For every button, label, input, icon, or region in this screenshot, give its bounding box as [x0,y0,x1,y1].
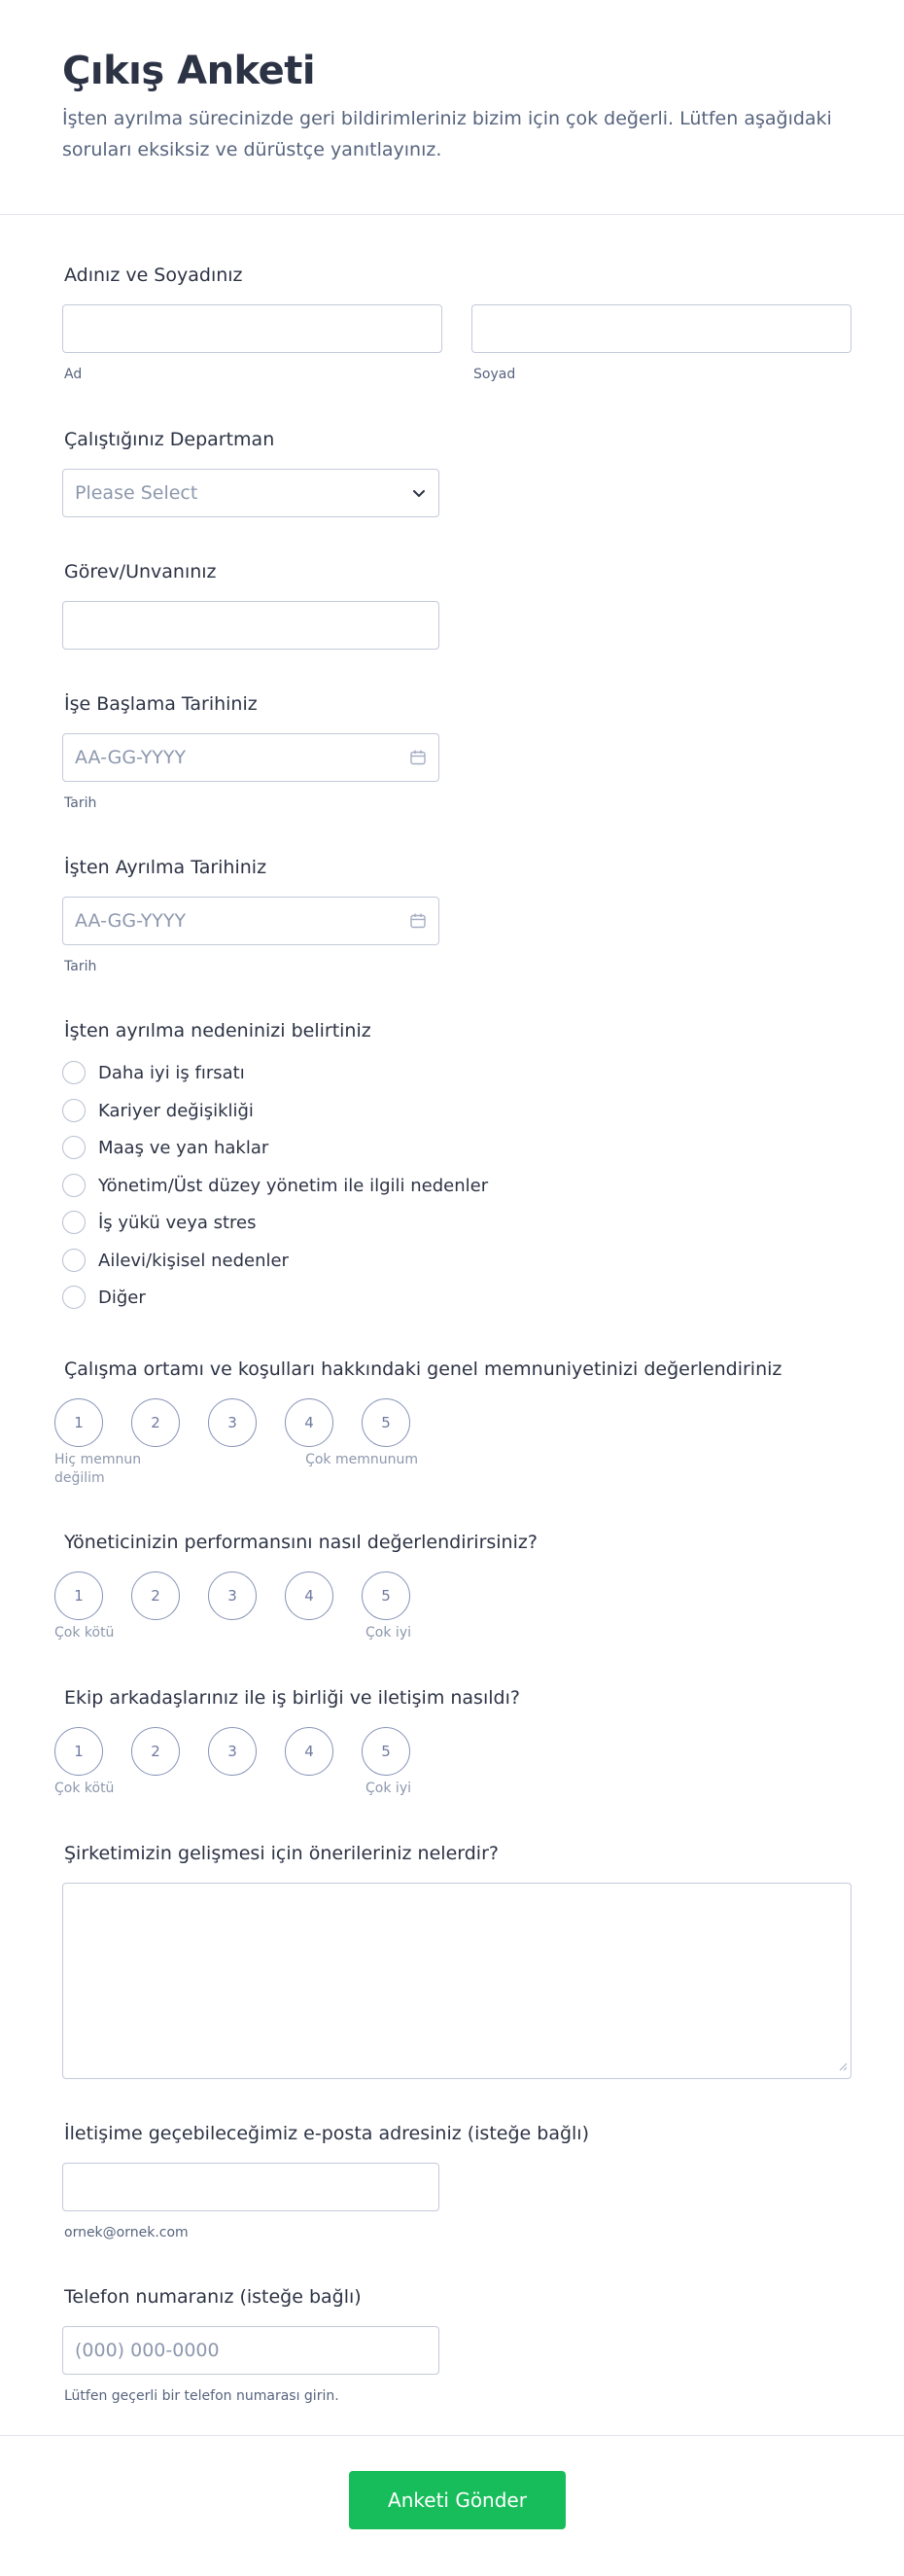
start-date-input[interactable] [62,733,439,782]
reason-label: İşten ayrılma nedeninizi belirtiniz [64,1020,371,1041]
last-name-sublabel: Soyad [473,367,516,382]
radio-button[interactable] [62,1211,86,1234]
email-input[interactable] [62,2163,439,2211]
name-label: Adınız ve Soyadınız [64,265,243,286]
rating-team-option[interactable]: 4 [285,1727,333,1776]
rating-environment-option[interactable]: 3 [208,1398,257,1447]
position-input[interactable] [62,601,439,650]
phone-placeholder: (000) 000-0000 [75,2340,220,2361]
calendar-icon[interactable] [409,749,427,770]
reason-option-label: Maaş ve yan haklar [98,1137,269,1158]
start-date-placeholder: AA-GG-YYYY [75,747,187,768]
reason-option-label: Daha iyi iş fırsatı [98,1062,245,1083]
start-date-label: İşe Başlama Tarihiniz [64,693,258,715]
email-sublabel: ornek@ornek.com [64,2225,189,2241]
radio-button[interactable] [62,1136,86,1159]
submit-button[interactable]: Anketi Gönder [349,2471,566,2529]
rating-environment-low-caption: Hiç memnun değilim [54,1452,142,1486]
suggestions-textarea[interactable] [62,1883,852,2079]
rating-manager-option[interactable]: 3 [208,1571,257,1620]
radio-button[interactable] [62,1061,86,1084]
rating-manager-option[interactable]: 4 [285,1571,333,1620]
position-label: Görev/Unvanınız [64,561,217,582]
rating-environment-option[interactable]: 4 [285,1398,333,1447]
reason-option-label: İş yükü veya stres [98,1212,257,1233]
reason-option[interactable] [62,1096,254,1125]
rating-manager-low-caption: Çok kötü [54,1625,115,1641]
rating-team-low-caption: Çok kötü [54,1781,115,1796]
footer-divider [0,2435,904,2436]
reason-option[interactable] [62,1246,289,1275]
rating-manager-option[interactable]: 1 [54,1571,103,1620]
rating-manager-option[interactable]: 5 [362,1571,410,1620]
reason-option[interactable] [62,1283,146,1312]
suggestions-label: Şirketimizin gelişmesi için önerileriniz nelerdir? [64,1843,499,1864]
reason-option[interactable] [62,1171,488,1200]
reason-option[interactable] [62,1208,257,1237]
rating-team-option[interactable]: 1 [54,1727,103,1776]
rating-manager-high-caption: Çok iyi [365,1625,411,1641]
reason-option[interactable] [62,1133,268,1162]
phone-input[interactable] [62,2326,439,2375]
end-date-sublabel: Tarih [64,959,97,974]
rating-environment-option[interactable]: 2 [131,1398,180,1447]
end-date-placeholder: AA-GG-YYYY [75,910,187,932]
chevron-down-icon [411,485,427,505]
rating-team-option[interactable]: 3 [208,1727,257,1776]
department-select[interactable] [62,469,439,517]
rating-team-high-caption: Çok iyi [365,1781,411,1796]
reason-option-label: Diğer [98,1287,146,1308]
rating-manager-option[interactable]: 2 [131,1571,180,1620]
end-date-label: İşten Ayrılma Tarihiniz [64,857,267,878]
end-date-input[interactable] [62,897,439,945]
phone-sublabel: Lütfen geçerli bir telefon numarası girin. [64,2388,339,2404]
reason-option[interactable] [62,1058,245,1087]
reason-option-label: Ailevi/kişisel nedenler [98,1250,289,1271]
radio-button[interactable] [62,1286,86,1309]
rating-environment-option[interactable]: 5 [362,1398,410,1447]
email-label: İletişime geçebileceğimiz e-posta adresiniz (isteğe bağlı) [64,2123,589,2144]
rating-team-option[interactable]: 5 [362,1727,410,1776]
rating-environment-label: Çalışma ortamı ve koşulları hakkındaki genel memnuniyetinizi değerlendiriniz [64,1359,782,1380]
department-placeholder: Please Select [75,482,198,504]
rating-team-label: Ekip arkadaşlarınız ile iş birliği ve iletişim nasıldı? [64,1687,520,1709]
department-label: Çalıştığınız Departman [64,429,275,450]
rating-environment-option[interactable]: 1 [54,1398,103,1447]
form-title: Çıkış Anketi [62,49,316,93]
reason-option-label: Kariyer değişikliği [98,1100,254,1121]
rating-manager-label: Yöneticinizin performansını nasıl değerlendirirsiniz? [64,1532,538,1553]
start-date-sublabel: Tarih [64,795,97,811]
radio-button[interactable] [62,1174,86,1197]
calendar-icon[interactable] [409,912,427,934]
reason-option-label: Yönetim/Üst düzey yönetim ile ilgili nedenler [98,1175,489,1196]
first-name-sublabel: Ad [64,367,83,382]
form-subtitle: İşten ayrılma sürecinizde geri bildirimleriniz bizim için çok değerli. Lütfen aşağıdaki soruları eksiksiz ve dürüstçe yanıtlayınız. [62,108,832,160]
radio-button[interactable] [62,1249,86,1272]
resize-handle-icon[interactable] [838,2057,848,2075]
last-name-input[interactable] [471,304,852,353]
first-name-input[interactable] [62,304,442,353]
radio-button[interactable] [62,1099,86,1122]
header-divider [0,214,904,215]
phone-label: Telefon numaranız (isteğe bağlı) [64,2286,362,2308]
rating-environment-high-caption: Çok memnunum [305,1452,418,1467]
rating-team-option[interactable]: 2 [131,1727,180,1776]
